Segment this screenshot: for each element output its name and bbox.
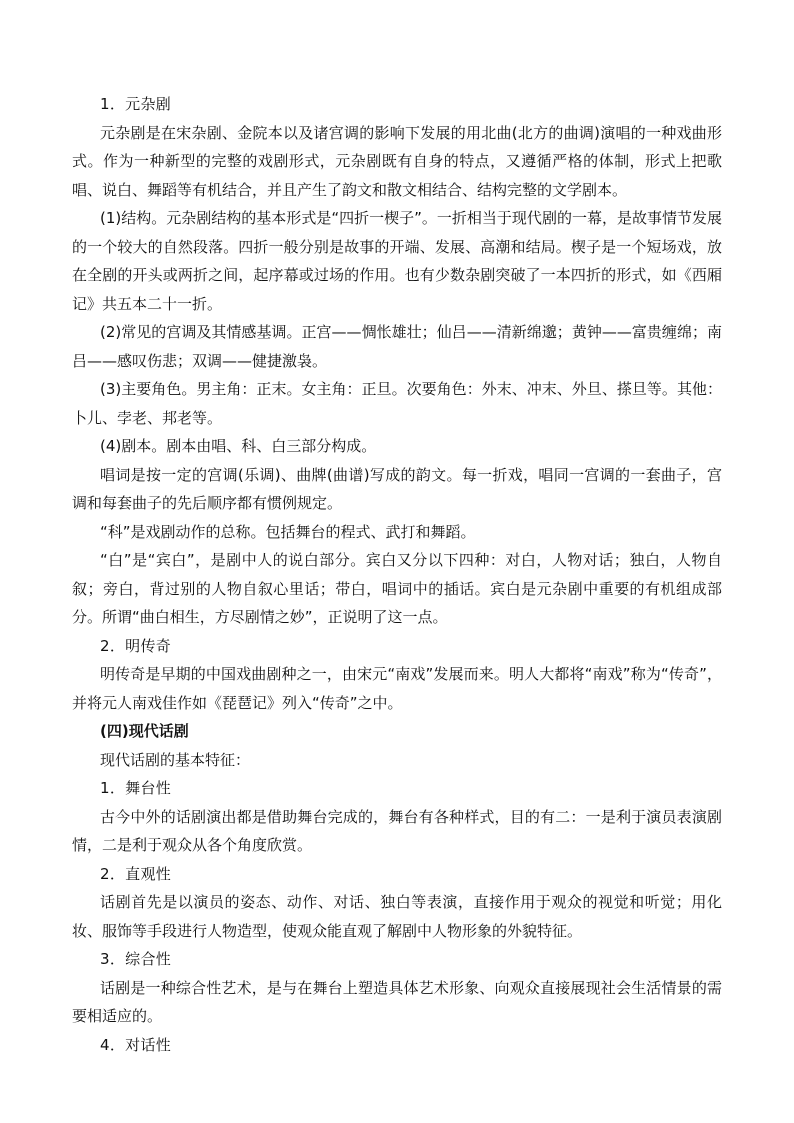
paragraph-ming-chuanqi: 明传奇是早期的中国戏曲剧种之一，由宋元“南戏”发展而来。明人大都将“南戏”称为“传奇”，并将元人南戏佳作如《琵琶记》列入“传奇”之中。 [72, 665, 722, 712]
paragraph-roles: (3)主要角色。男主角：正末。女主角：正旦。次要角色：外末、冲末、外旦、搽旦等。其他：卜儿、孛老、邦老等。 [72, 380, 722, 427]
paragraph-script: (4)剧本。剧本由唱、科、白三部分构成。 [100, 437, 377, 455]
document-page [72, 90, 722, 1059]
paragraph-stage: 古今中外的话剧演出都是借助舞台完成的，舞台有各种样式，目的有二：一是利于演员表演剧情，二是利于观众从各个角度欣赏。 [72, 807, 722, 854]
paragraph-ke: “科”是戏剧动作的总称。包括舞台的程式、武打和舞蹈。 [100, 522, 476, 541]
section-heading-modern-drama: (四)现代话剧 [100, 722, 189, 740]
section-heading-yuan-zaju: 1．元杂剧 [100, 95, 172, 113]
paragraph-changci: 唱词是按一定的宫调(乐调)、曲牌(曲谱)写成的韵文。每一折戏，唱同一宫调的一套曲子，宫调和每套曲子的先后顺序都有惯例规定。 [72, 465, 722, 512]
paragraph-structure: (1)结构。元杂剧结构的基本形式是“四折一楔子”。一折相当于现代剧的一幕，是故事情节发展的一个较大的自然段落。四折一般分别是故事的开端、发展、高潮和结局。楔子是一个短场戏，放在全剧的开头或两折之间，起序幕或过场的作用。也有少数杂剧突破了一本四折的形式，如《西厢记》共五本二十一折。 [72, 209, 722, 313]
paragraph-yuan-zaju-intro: 元杂剧是在宋杂剧、金院本以及诸宫调的影响下发展的用北曲(北方的曲调)演唱的一种戏曲形式。作为一种新型的完整的戏剧形式，元杂剧既有自身的特点，又遵循严格的体制，形式上把歌唱、说白、舞蹈等有机结合，并且产生了韵文和散文相结合、结构完整的文学剧本。 [72, 123, 722, 199]
subheading-dialogue: 4．对话性 [100, 1035, 172, 1054]
subheading-intuitive: 2．直观性 [100, 864, 172, 883]
paragraph-modern-drama-intro: 现代话剧的基本特征： [100, 750, 251, 769]
paragraph-comprehensive: 话剧是一种综合性艺术，是与在舞台上塑造具体艺术形象、向观众直接展现社会生活情景的需要相适应的。 [72, 978, 722, 1025]
paragraph-intuitive: 话剧首先是以演员的姿态、动作、对话、独白等表演，直接作用于观众的视觉和听觉；用化妆、服饰等手段进行人物造型，使观众能直观了解剧中人物形象的外貌特征。 [72, 893, 722, 940]
paragraph-gongdiao: (2)常见的宫调及其情感基调。正宫——惆怅雄壮；仙吕——清新绵邈；黄钟——富贵缠绵；南吕——感叹伤悲；双调——健捷激袅。 [72, 323, 722, 370]
section-heading-ming-chuanqi: 2．明传奇 [100, 636, 172, 655]
subheading-comprehensive: 3．综合性 [100, 950, 172, 968]
paragraph-bai: “白”是“宾白”，是剧中人的说白部分。宾白又分以下四种：对白，人物对话；独白，人物自叙；旁白，背过别的人物自叙心里话；带白，唱词中的插话。宾白是元杂剧中重要的有机组成部分。所谓“曲白相生，方尽剧情之妙”，正说明了这一点。 [72, 551, 722, 626]
subheading-stage: 1．舞台性 [100, 779, 172, 797]
